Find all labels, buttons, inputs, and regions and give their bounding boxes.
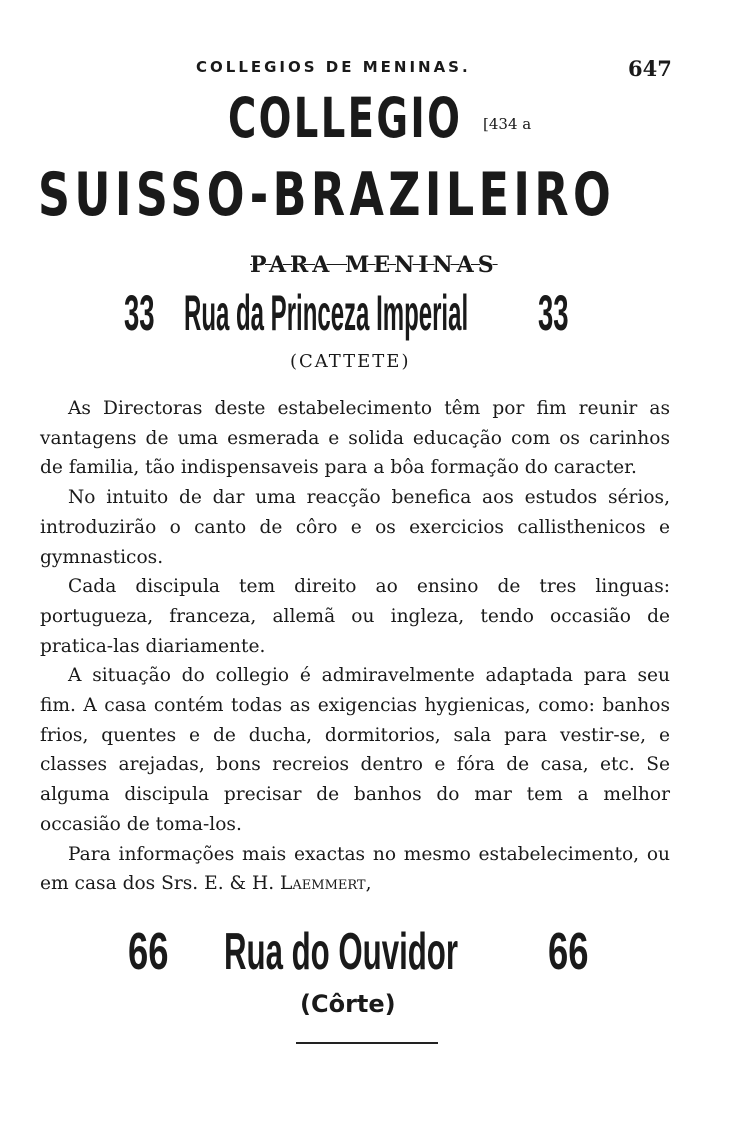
address-row	[124, 284, 584, 344]
publisher-name: Laemmert	[280, 873, 366, 895]
paragraph: No intuito de dar uma reacção benefica aos estudos sérios, introduzirão o canto de côro e os exercicios callisthenicos e gymnasticos.	[40, 487, 670, 568]
footer-number-left: 66	[128, 923, 169, 981]
paragraph	[40, 840, 670, 899]
address-number-right: 33	[538, 285, 569, 341]
running-head: COLLEGIOS DE MENINAS.	[196, 58, 471, 76]
district: (CATTETE)	[290, 351, 411, 372]
footer-city: (Côrte)	[300, 990, 396, 1018]
address-street: Rua da Princeza Imperial	[184, 285, 469, 341]
footer-address-row	[128, 922, 608, 986]
paragraph-text: Para informações mais exactas no mesmo estabelecimento, ou em casa dos Srs. E. & H.	[40, 843, 670, 895]
body-text	[40, 394, 670, 899]
paragraph: As Directoras deste estabelecimento têm por fim reunir as vantagens de uma esmerada e solida educação com os carinhos de familia, tão indispensaveis para a bôa formação do caracter.	[40, 398, 670, 479]
school-name: SUISSO-BRAZILEIRO	[38, 160, 616, 230]
subtitle: PARA MENINAS	[250, 252, 498, 278]
footer-number-right: 66	[548, 923, 589, 981]
paragraph: A situação do collegio é admiravelmente adaptada para seu fim. A casa contém todas as exigencias hygienicas, como: banhos frios, quentes e de ducha, dormitorios, sala para vestir-se, e classes arejadas, bons recreios dentro e fóra de casa, etc. Se alguma discipula precisar de banhos do mar tem a melhor occasião de toma-los.	[40, 665, 670, 835]
paragraph-punct: ,	[365, 873, 372, 895]
footer-street: Rua do Ouvidor	[224, 923, 458, 981]
divider-rule	[296, 1042, 438, 1044]
paragraph: Cada discipula tem direito ao ensino de tres linguas: portugueza, franceza, allemã ou ingleza, tendo occasião de pratica-las diariamente.	[40, 576, 670, 657]
page-number: 647	[628, 56, 672, 81]
ad-number: [434 a	[483, 115, 532, 133]
address-number-left: 33	[124, 285, 155, 341]
title-collegio: COLLEGIO	[228, 86, 463, 150]
